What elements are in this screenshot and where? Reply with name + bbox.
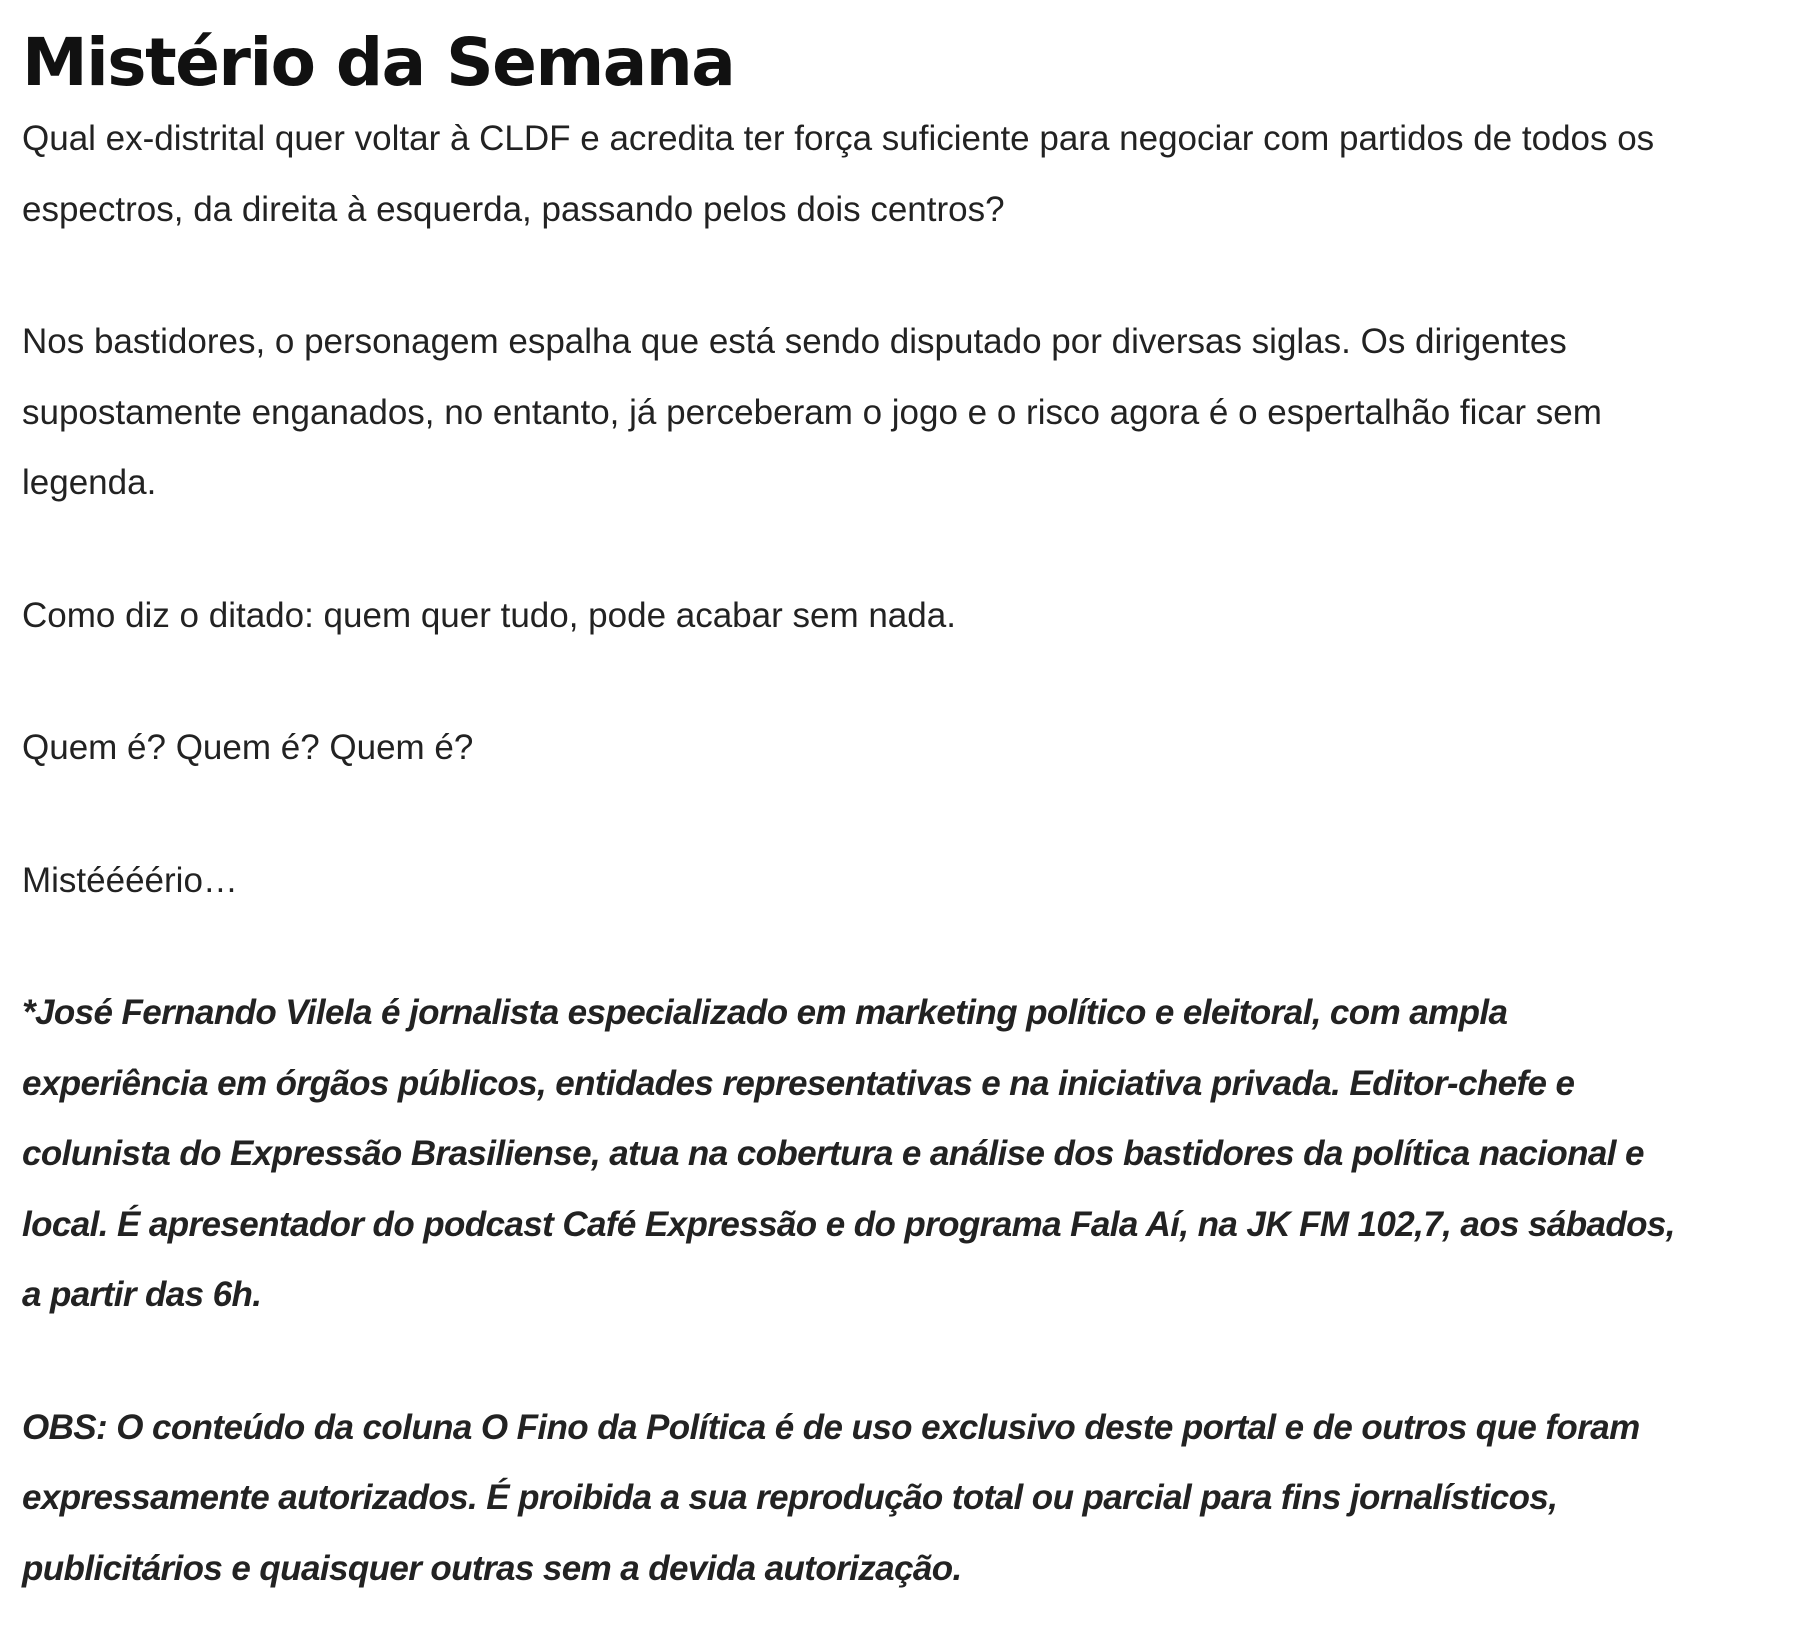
paragraph-spacer: [22, 651, 1682, 713]
article-paragraph: Mistéééério…: [22, 860, 238, 900]
paragraph-spacer: [22, 916, 1682, 978]
article-paragraph: Qual ex-distrital quer voltar à CLDF e acredita ter força suficiente para negociar com partidos de todos os espectros, da direita à esquerda, passando pelos dois centros?: [22, 119, 1655, 229]
article-paragraph: Como diz o ditado: quem quer tudo, pode acabar sem nada.: [22, 595, 956, 635]
article-paragraph: Quem é? Quem é? Quem é?: [22, 728, 474, 767]
paragraph-spacer: [22, 519, 1682, 581]
paragraph-spacer: [22, 1331, 1682, 1393]
article-title: Mistério da Semana: [22, 24, 735, 101]
paragraph-spacer: [22, 245, 1682, 307]
paragraph-spacer: [22, 784, 1682, 846]
copyright-notice: OBS: O conteúdo da coluna O Fino da Política é de uso exclusivo deste portal e de outros que foram expressamente autorizados. É proibida a sua reprodução total ou parcial para fins jornalísticos, publicitários e quaisquer outras sem a devida autorização.: [22, 1407, 1640, 1588]
article-paragraph: Nos bastidores, o personagem espalha que está sendo disputado por diversas siglas. Os dirigentes supostamente enganados, no entanto, já perceberam o jogo e o risco agora é o espertalhão ficar sem legenda.: [22, 322, 1602, 502]
author-bio: *José Fernando Vilela é jornalista especializado em marketing político e eleitoral, com ampla experiência em órgãos públicos, entidades representativas e na iniciativa privada. Editor-chefe e colunista do Expressão Brasiliense, atua na cobertura e análise dos bastidores da política nacional e local. É apresentador do podcast Café Expressão e do programa Fala Aí, na JK FM 102,7, aos sábados, a partir das 6h.: [22, 993, 1675, 1314]
article: [22, 22, 1682, 1604]
